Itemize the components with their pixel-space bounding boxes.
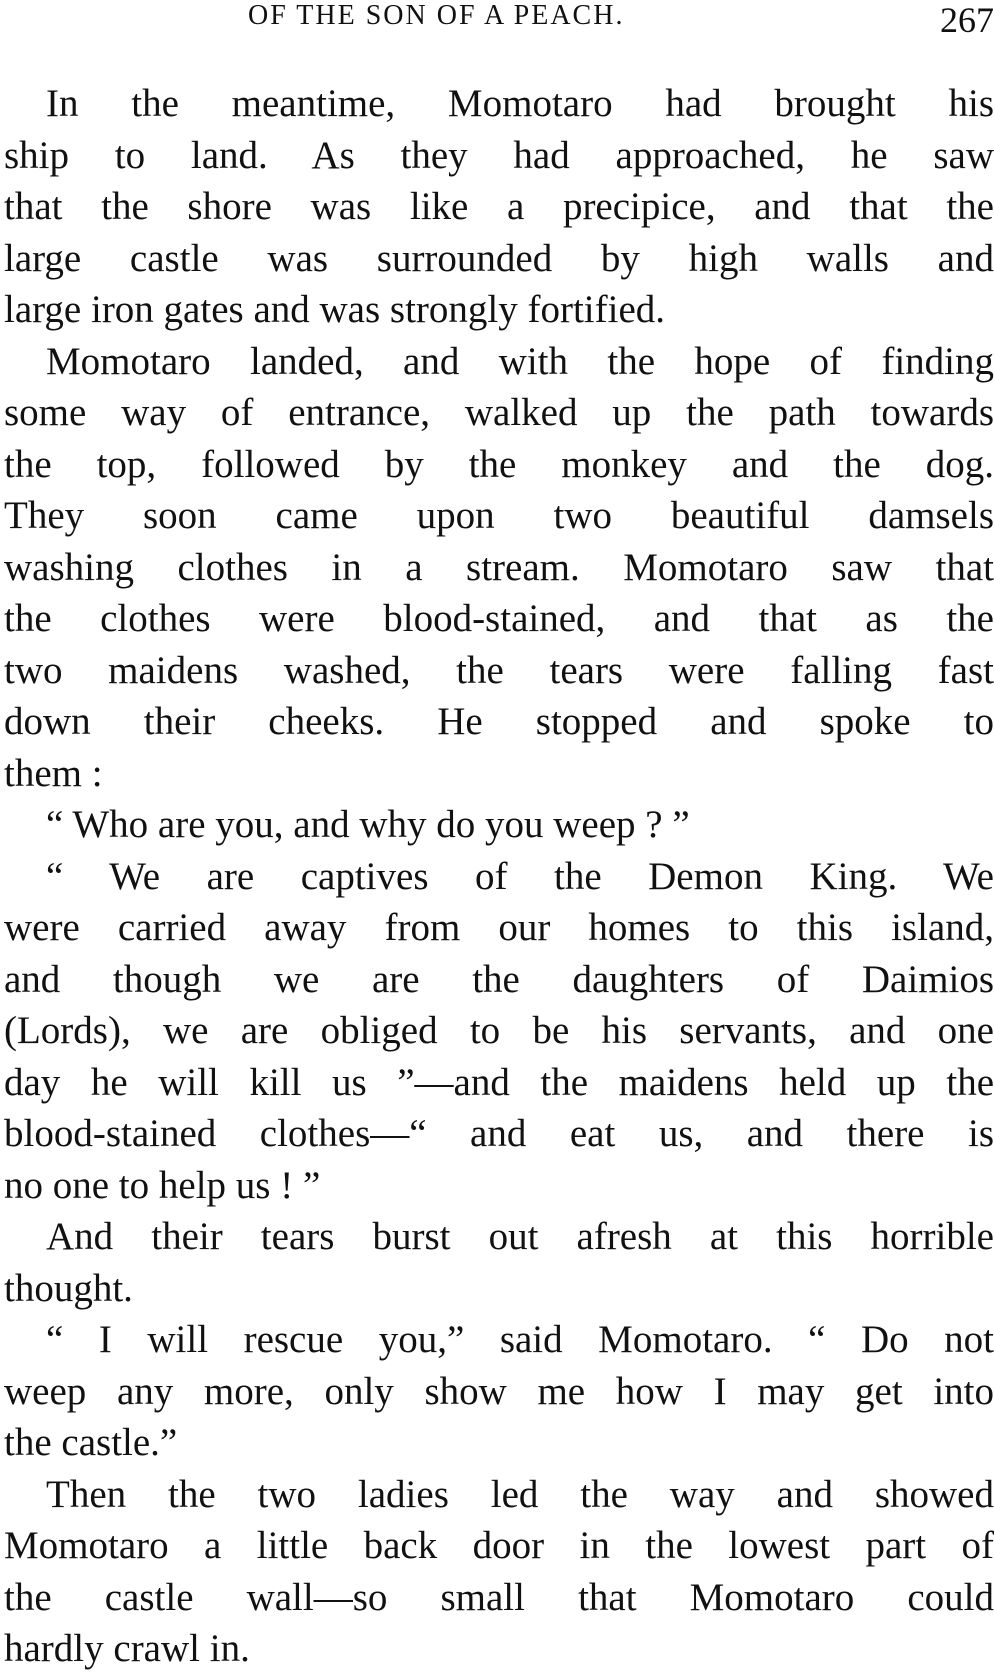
- text-line: two maidens washed, the tears were falling fast: [4, 648, 994, 692]
- text-line: “ I will rescue you,” said Momotaro. “ Do not: [46, 1318, 994, 1361]
- text-line: Momotaro a little back door in the lowest part of: [4, 1524, 994, 1567]
- text-line: blood-stained clothes—“ and eat us, and there is: [4, 1112, 994, 1155]
- text-line: day he will kill us ”—and the maidens held up the: [4, 1060, 994, 1104]
- page-header: [0, 0, 994, 40]
- text-line: “ Who are you, and why do you weep ? ”: [46, 803, 690, 846]
- text-line: them :: [4, 751, 103, 795]
- text-line: the castle.”: [4, 1421, 178, 1464]
- text-line: the top, followed by the monkey and the dog.: [4, 442, 994, 486]
- text-line: no one to help us ! ”: [4, 1163, 321, 1207]
- text-line: “ We are captives of the Demon King. We: [46, 854, 994, 898]
- text-line: ship to land. As they had approached, he saw: [4, 133, 994, 177]
- text-line: the clothes were blood-stained, and that as the: [4, 597, 994, 640]
- text-line: some way of entrance, walked up the path towards: [4, 391, 994, 434]
- text-line: large iron gates and was strongly fortified.: [4, 288, 666, 331]
- text-line: down their cheeks. He stopped and spoke to: [4, 700, 994, 743]
- text-line: that the shore was like a precipice, and that the: [4, 185, 994, 228]
- text-line: (Lords), we are obliged to be his servants, and one: [4, 1009, 994, 1052]
- body-text: [4, 78, 994, 1675]
- text-line: They soon came upon two beautiful damsels: [4, 494, 994, 537]
- text-line: were carried away from our homes to this island,: [4, 906, 994, 949]
- text-line: washing clothes in a stream. Momotaro saw that: [4, 545, 994, 589]
- text-line: And their tears burst out afresh at this horrible: [46, 1215, 994, 1258]
- text-line: hardly crawl in.: [4, 1627, 250, 1670]
- text-line: weep any more, only show me how I may get into: [4, 1369, 994, 1413]
- text-line: thought.: [4, 1266, 133, 1310]
- text-line: Momotaro landed, and with the hope of finding: [46, 339, 994, 383]
- text-line: large castle was surrounded by high walls and: [4, 236, 994, 280]
- text-line: Then the two ladies led the way and showed: [46, 1472, 994, 1516]
- text-line: the castle wall—so small that Momotaro could: [4, 1575, 994, 1619]
- text-line: and though we are the daughters of Daimios: [4, 957, 994, 1001]
- running-title: OF THE SON OF A PEACH.: [248, 0, 625, 31]
- text-line: In the meantime, Momotaro had brought his: [46, 82, 994, 125]
- page-number: 267: [940, 0, 994, 40]
